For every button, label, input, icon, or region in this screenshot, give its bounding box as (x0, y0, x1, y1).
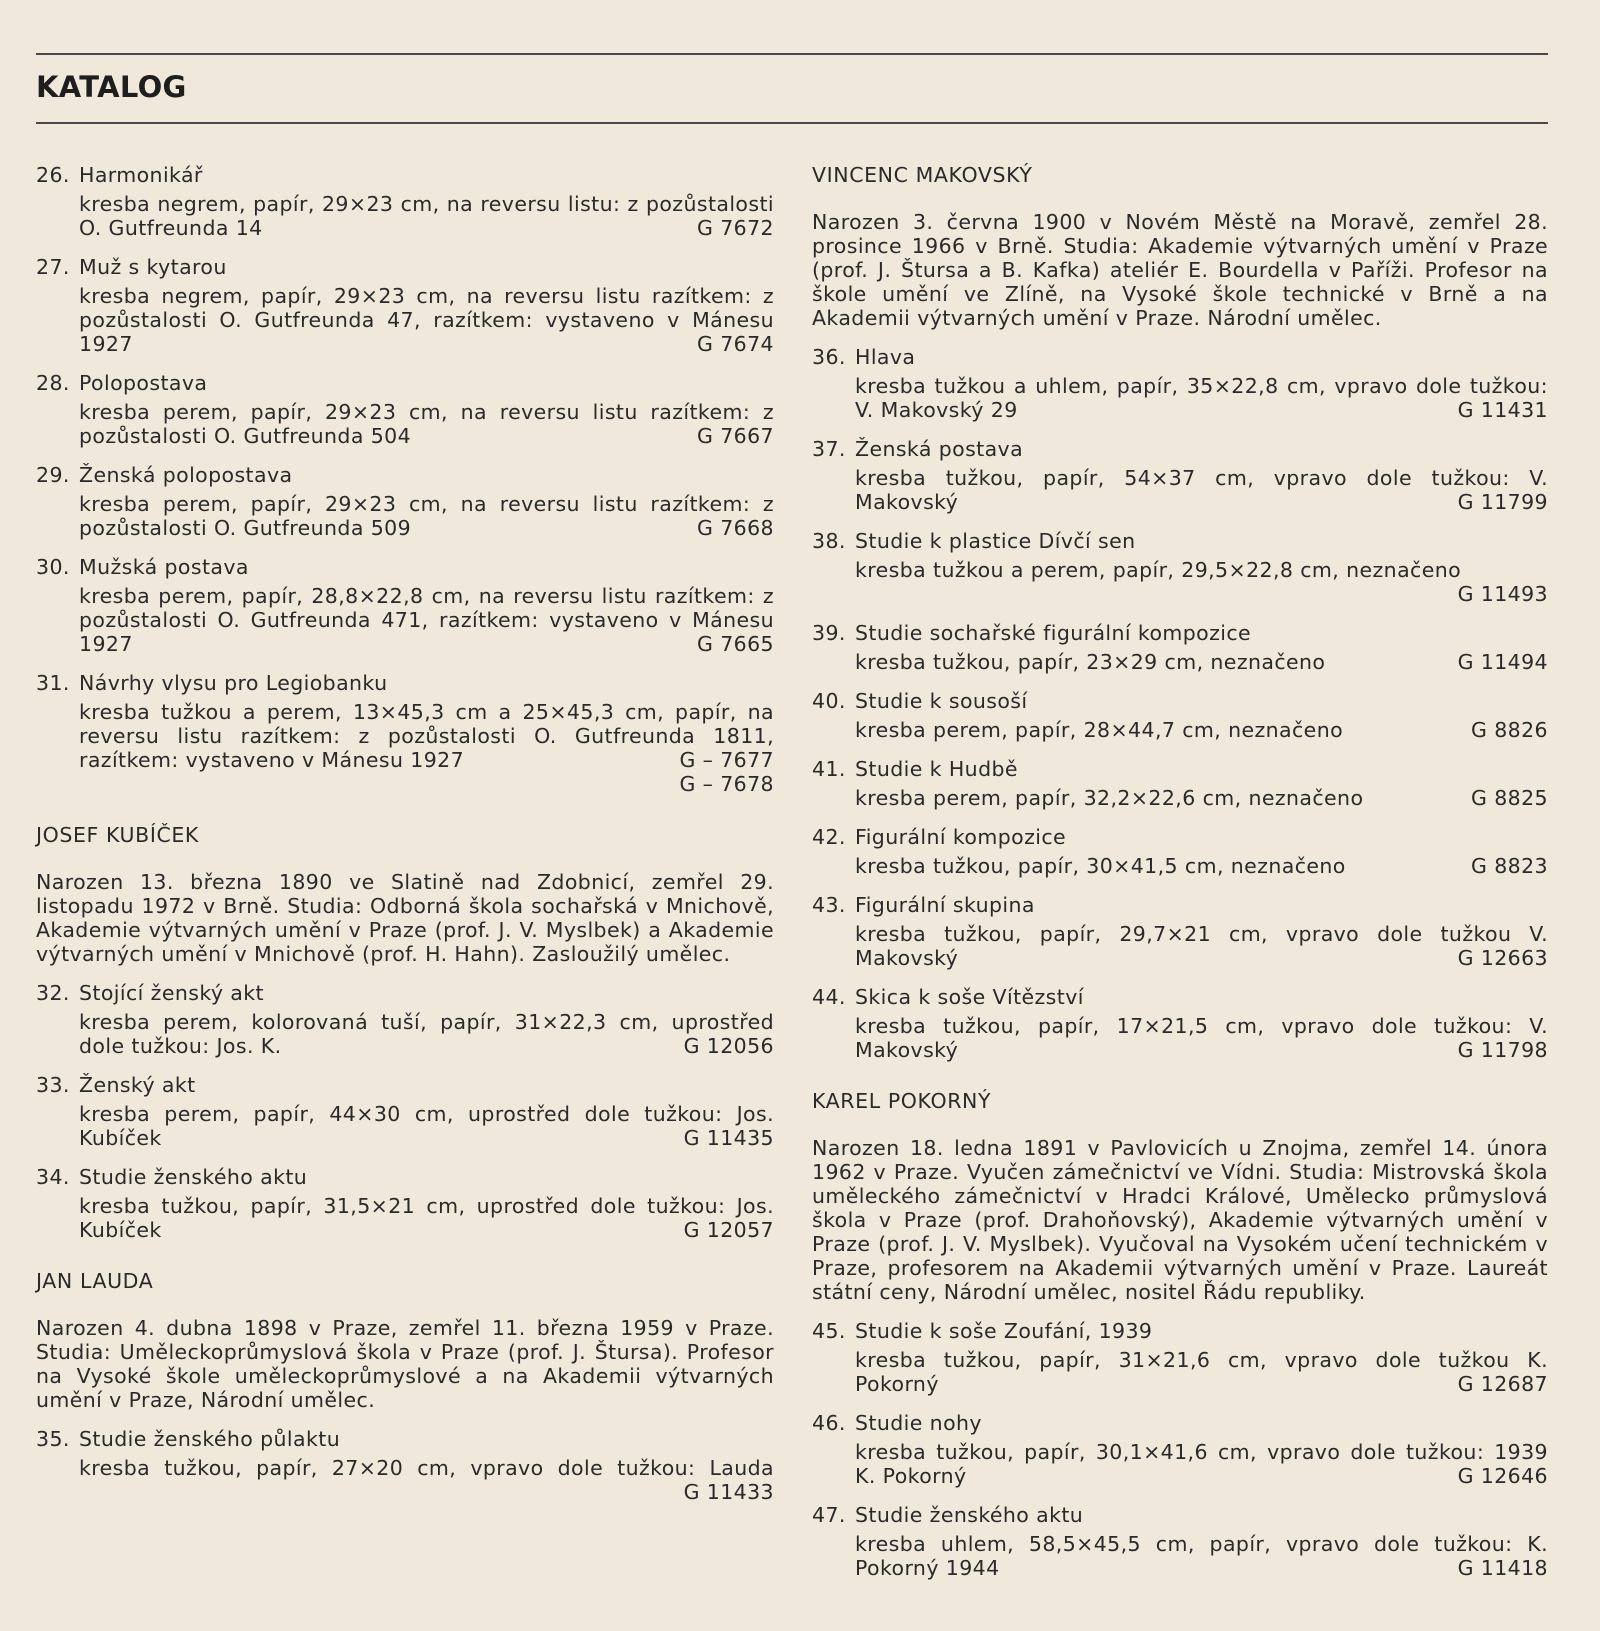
catalog-entry (812, 528, 1548, 606)
inventory-number: G 8825 (1471, 786, 1548, 810)
entry-body (79, 1102, 774, 1150)
entry-body (79, 584, 774, 656)
inventory-number: G 11431 (1457, 398, 1548, 422)
entry-body (855, 1440, 1548, 1488)
entry-number: 35. (36, 1427, 70, 1451)
artist-biography: Narozen 18. ledna 1891 v Pavlovicích u Znojma, zemřel 14. února 1962 v Praze. Vyučen zámečnictví ve Vídni. Studia: Mistrovská škola uměleckého zámečnictví v Hradci Králové, Umělecko průmyslová škola v Praze (prof. Drahoňovský), Akademie výtvarných umění v Praze (prof. J. V. Myslbek). Vyučoval na Vysokém učení technickém v Praze, profesorem na Akademii výtvarných umění v Praze. Laureát státní ceny, Národní umělec, nositel Řádu republiky. (812, 1136, 1548, 1304)
inventory-number: G 11493 (1457, 582, 1548, 606)
entry-number: 36. (812, 345, 846, 369)
catalog-entry (812, 1318, 1548, 1396)
entry-description: kresba tužkou, papír, 30×41,5 cm, neznačeno (855, 854, 1346, 878)
entry-body (855, 786, 1548, 810)
entry-description: kresba tužkou, papír, 23×29 cm, neznačeno (855, 650, 1326, 674)
entry-description: kresba tužkou, papír, 30,1×41,6 cm, vpravo dole tužkou: 1939 K. Pokorný (855, 1440, 1548, 1488)
artist-biography: Narozen 4. dubna 1898 v Praze, zemřel 11. března 1959 v Praze. Studia: Uměleckoprůmyslová škola v Praze (prof. J. Štursa). Profesor na Vysoké škole uměleckoprůmyslové a na Akademii výtvarných umění v Praze, Národní umělec. (36, 1316, 774, 1412)
inventory-number: G 7667 (697, 424, 774, 448)
inventory-number: G 11435 (683, 1126, 774, 1150)
entry-title-line (812, 688, 1548, 714)
entry-title: Studie k soše Zoufání, 1939 (855, 1319, 1153, 1343)
inventory-number: G 7665 (697, 632, 774, 656)
entry-body (855, 718, 1548, 742)
entry-body (79, 1456, 774, 1504)
top-rule (36, 53, 1548, 55)
entry-number: 47. (812, 1503, 846, 1527)
entry-description: kresba tužkou a uhlem, papír, 35×22,8 cm, vpravo dole tužkou: V. Makovský 29 (855, 374, 1548, 422)
entry-title: Ženský akt (79, 1073, 196, 1097)
inventory-number: G 7672 (697, 216, 774, 240)
entry-description: kresba uhlem, 58,5×45,5 cm, papír, vpravo dole tužkou: K. Pokorný 1944 (855, 1532, 1548, 1580)
entry-body (79, 400, 774, 448)
entry-description: kresba tužkou, papír, 29,7×21 cm, vpravo dole tužkou V. Makovský (855, 922, 1548, 970)
entry-description: kresba tužkou, papír, 54×37 cm, vpravo dole tužkou: V. Makovský (855, 466, 1548, 514)
inventory-number: G 11433 (683, 1480, 774, 1504)
entry-title-line (36, 980, 774, 1006)
entry-body (855, 1014, 1548, 1062)
entry-title: Hlava (855, 345, 916, 369)
catalog-entry (812, 344, 1548, 422)
entry-number: 40. (812, 689, 846, 713)
catalog-entry (36, 1072, 774, 1150)
entry-description: kresba tužkou, papír, 27×20 cm, vpravo dole tužkou: Lauda (79, 1456, 774, 1480)
entry-title: Studie ženského aktu (855, 1503, 1084, 1527)
entry-title-line (812, 984, 1548, 1010)
entry-body (855, 1348, 1548, 1396)
entry-number: 27. (36, 255, 70, 279)
entry-title: Figurální skupina (855, 893, 1035, 917)
entry-title-line (36, 670, 774, 696)
inventory-number: G 7668 (697, 516, 774, 540)
catalog-entry (36, 254, 774, 356)
entry-title: Studie nohy (855, 1411, 982, 1435)
entry-body (79, 1194, 774, 1242)
entry-body (79, 1010, 774, 1058)
entry-title: Stojící ženský akt (79, 981, 264, 1005)
inventory-row (79, 772, 774, 796)
entry-number: 43. (812, 893, 846, 917)
catalog-entry (36, 554, 774, 656)
entry-title-line (36, 1164, 774, 1190)
entry-body (855, 558, 1548, 606)
entry-title-line (36, 1426, 774, 1452)
entry-number: 33. (36, 1073, 70, 1097)
entry-body (855, 922, 1548, 970)
entry-title: Mužská postava (79, 555, 249, 579)
artist-heading: VINCENC MAKOVSKÝ (812, 163, 1033, 187)
entry-number: 28. (36, 371, 70, 395)
entry-title: Harmonikář (79, 163, 203, 187)
entry-number: 45. (812, 1319, 846, 1343)
entry-title: Studie ženského aktu (79, 1165, 308, 1189)
inventory-number: G 7674 (697, 332, 774, 356)
entry-title-line (36, 162, 774, 188)
entry-body (855, 854, 1548, 878)
entry-number: 34. (36, 1165, 70, 1189)
entry-body (855, 466, 1548, 514)
entry-body (855, 650, 1548, 674)
catalog-entry (812, 984, 1548, 1062)
inventory-number: G 11798 (1457, 1038, 1548, 1062)
entry-number: 39. (812, 621, 846, 645)
artist-biography: Narozen 3. června 1900 v Novém Městě na Moravě, zemřel 28. prosince 1966 v Brně. Studia: Akademie výtvarných umění v Praze (prof. J. Štursa a B. Kafka) ateliér E. Bourdella v Paříži. Profesor na škole umění ve Zlíně, na Vysoké škole technické v Brně a na Akademii výtvarných umění v Praze. Národní umělec. (812, 210, 1548, 330)
inventory-number: G – 7677 (679, 748, 774, 772)
inventory-number: G 12056 (683, 1034, 774, 1058)
entry-body (79, 700, 774, 796)
catalog-entry (812, 436, 1548, 514)
entry-title-line (36, 1072, 774, 1098)
entry-title: Muž s kytarou (79, 255, 227, 279)
entry-body (79, 492, 774, 540)
entry-number: 38. (812, 529, 846, 553)
page-title: KATALOG (36, 70, 187, 104)
artist-heading: JOSEF KUBÍČEK (36, 823, 199, 847)
entry-description: kresba tužkou a perem, papír, 29,5×22,8 cm, neznačeno (855, 558, 1462, 582)
catalog-entry (812, 1502, 1548, 1580)
entry-body (79, 284, 774, 356)
catalog-entry (812, 1410, 1548, 1488)
inventory-number: G 11494 (1457, 650, 1548, 674)
entry-title-line (812, 1410, 1548, 1436)
entry-title: Ženská polopostava (79, 463, 293, 487)
entry-title: Studie ženského půlaktu (79, 1427, 341, 1451)
title-underline-rule (36, 122, 1548, 124)
entry-title: Studie k Hudbě (855, 757, 1018, 781)
entry-title: Skica k soše Vítězství (855, 985, 1084, 1009)
inventory-number: G 12057 (683, 1218, 774, 1242)
entry-number: 44. (812, 985, 846, 1009)
catalog-entry (36, 980, 774, 1058)
inventory-row (855, 582, 1548, 606)
catalog-entry (36, 370, 774, 448)
entry-description: kresba perem, papír, 32,2×22,6 cm, neznačeno (855, 786, 1364, 810)
entry-description: kresba negrem, papír, 29×23 cm, na reversu listu: z pozůstalosti O. Gutfreunda 14 (79, 192, 774, 240)
inventory-number: G 11418 (1457, 1556, 1548, 1580)
entry-title: Ženská postava (855, 437, 1024, 461)
inventory-number: G 11799 (1457, 490, 1548, 514)
entry-body (855, 1532, 1548, 1580)
entry-description: kresba perem, papír, 28×44,7 cm, neznačeno (855, 718, 1344, 742)
catalog-entry (36, 670, 774, 796)
catalog-entry (812, 756, 1548, 810)
entry-title: Studie k sousoší (855, 689, 1028, 713)
entry-description: kresba perem, papír, 29×23 cm, na reversu listu razítkem: z pozůstalosti O. Gutfreunda 504 (79, 400, 774, 448)
entry-description: kresba negrem, papír, 29×23 cm, na reversu listu razítkem: z pozůstalosti O. Gutfreunda 47, razítkem: vystaveno v Mánesu 1927 (79, 284, 774, 356)
entry-title-line (812, 528, 1548, 554)
entry-description: kresba tužkou a perem, 13×45,3 cm a 25×45,3 cm, papír, na reversu listu razítkem: z pozůstalosti O. Gutfreunda 1811, razítkem: vystaveno v Mánesu 1927 (79, 700, 774, 772)
entry-title-line (812, 436, 1548, 462)
left-column (36, 162, 774, 1518)
entry-description: kresba tužkou, papír, 17×21,5 cm, vpravo dole tužkou: V. Makovský (855, 1014, 1548, 1062)
entry-body (855, 374, 1548, 422)
entry-title-line (812, 756, 1548, 782)
inventory-number: G 12646 (1457, 1464, 1548, 1488)
entry-number: 26. (36, 163, 70, 187)
catalog-entry (812, 688, 1548, 742)
artist-biography: Narozen 13. března 1890 ve Slatině nad Zdobnicí, zemřel 29. listopadu 1972 v Brně. Studia: Odborná škola sochařská v Mnichově, Akademie výtvarných umění v Praze (prof. J. V. Myslbek) a Akademie výtvarných umění v Mnichově (prof. H. Hahn). Zasloužilý umělec. (36, 870, 774, 966)
entry-title-line (812, 1502, 1548, 1528)
entry-number: 31. (36, 671, 70, 695)
entry-number: 32. (36, 981, 70, 1005)
inventory-number: G 12687 (1457, 1372, 1548, 1396)
catalog-entry (812, 824, 1548, 878)
catalog-entry (812, 892, 1548, 970)
entry-body (79, 192, 774, 240)
entry-title-line (812, 344, 1548, 370)
inventory-number: G 12663 (1457, 946, 1548, 970)
entry-number: 46. (812, 1411, 846, 1435)
catalog-entry (36, 1426, 774, 1504)
entry-description: kresba perem, kolorovaná tuší, papír, 31×22,3 cm, uprostřed dole tužkou: Jos. K. (79, 1010, 774, 1058)
entry-number: 37. (812, 437, 846, 461)
entry-number: 29. (36, 463, 70, 487)
entry-description: kresba perem, papír, 29×23 cm, na reversu listu razítkem: z pozůstalosti O. Gutfreunda 509 (79, 492, 774, 540)
entry-title: Studie k plastice Dívčí sen (855, 529, 1136, 553)
entry-title-line (812, 620, 1548, 646)
artist-heading: JAN LAUDA (36, 1269, 154, 1293)
catalog-entry (36, 462, 774, 540)
entry-title-line (36, 370, 774, 396)
inventory-number: G 8823 (1471, 854, 1548, 878)
entry-description: kresba tužkou, papír, 31,5×21 cm, uprostřed dole tužkou: Jos. Kubíček (79, 1194, 774, 1242)
catalog-entry (812, 620, 1548, 674)
entry-title: Studie sochařské figurální kompozice (855, 621, 1252, 645)
entry-title-line (36, 554, 774, 580)
entry-description: kresba perem, papír, 44×30 cm, uprostřed dole tužkou: Jos. Kubíček (79, 1102, 774, 1150)
entry-title: Polopostava (79, 371, 208, 395)
entry-title-line (36, 462, 774, 488)
entry-description: kresba tužkou, papír, 31×21,6 cm, vpravo dole tužkou K. Pokorný (855, 1348, 1548, 1396)
entry-title-line (812, 1318, 1548, 1344)
catalog-entry (36, 1164, 774, 1242)
right-column (812, 162, 1548, 1594)
entry-title-line (36, 254, 774, 280)
inventory-number: G – 7678 (679, 772, 774, 796)
catalog-entry (36, 162, 774, 240)
entry-number: 30. (36, 555, 70, 579)
entry-title-line (812, 824, 1548, 850)
entry-title: Návrhy vlysu pro Legiobanku (79, 671, 388, 695)
entry-description: kresba perem, papír, 28,8×22,8 cm, na reversu listu razítkem: z pozůstalosti O. Gutfreunda 471, razítkem: vystaveno v Mánesu 1927 (79, 584, 774, 656)
entry-number: 42. (812, 825, 846, 849)
artist-heading: KAREL POKORNÝ (812, 1089, 992, 1113)
entry-title-line (812, 892, 1548, 918)
entry-title: Figurální kompozice (855, 825, 1067, 849)
entry-number: 41. (812, 757, 846, 781)
inventory-number: G 8826 (1471, 718, 1548, 742)
